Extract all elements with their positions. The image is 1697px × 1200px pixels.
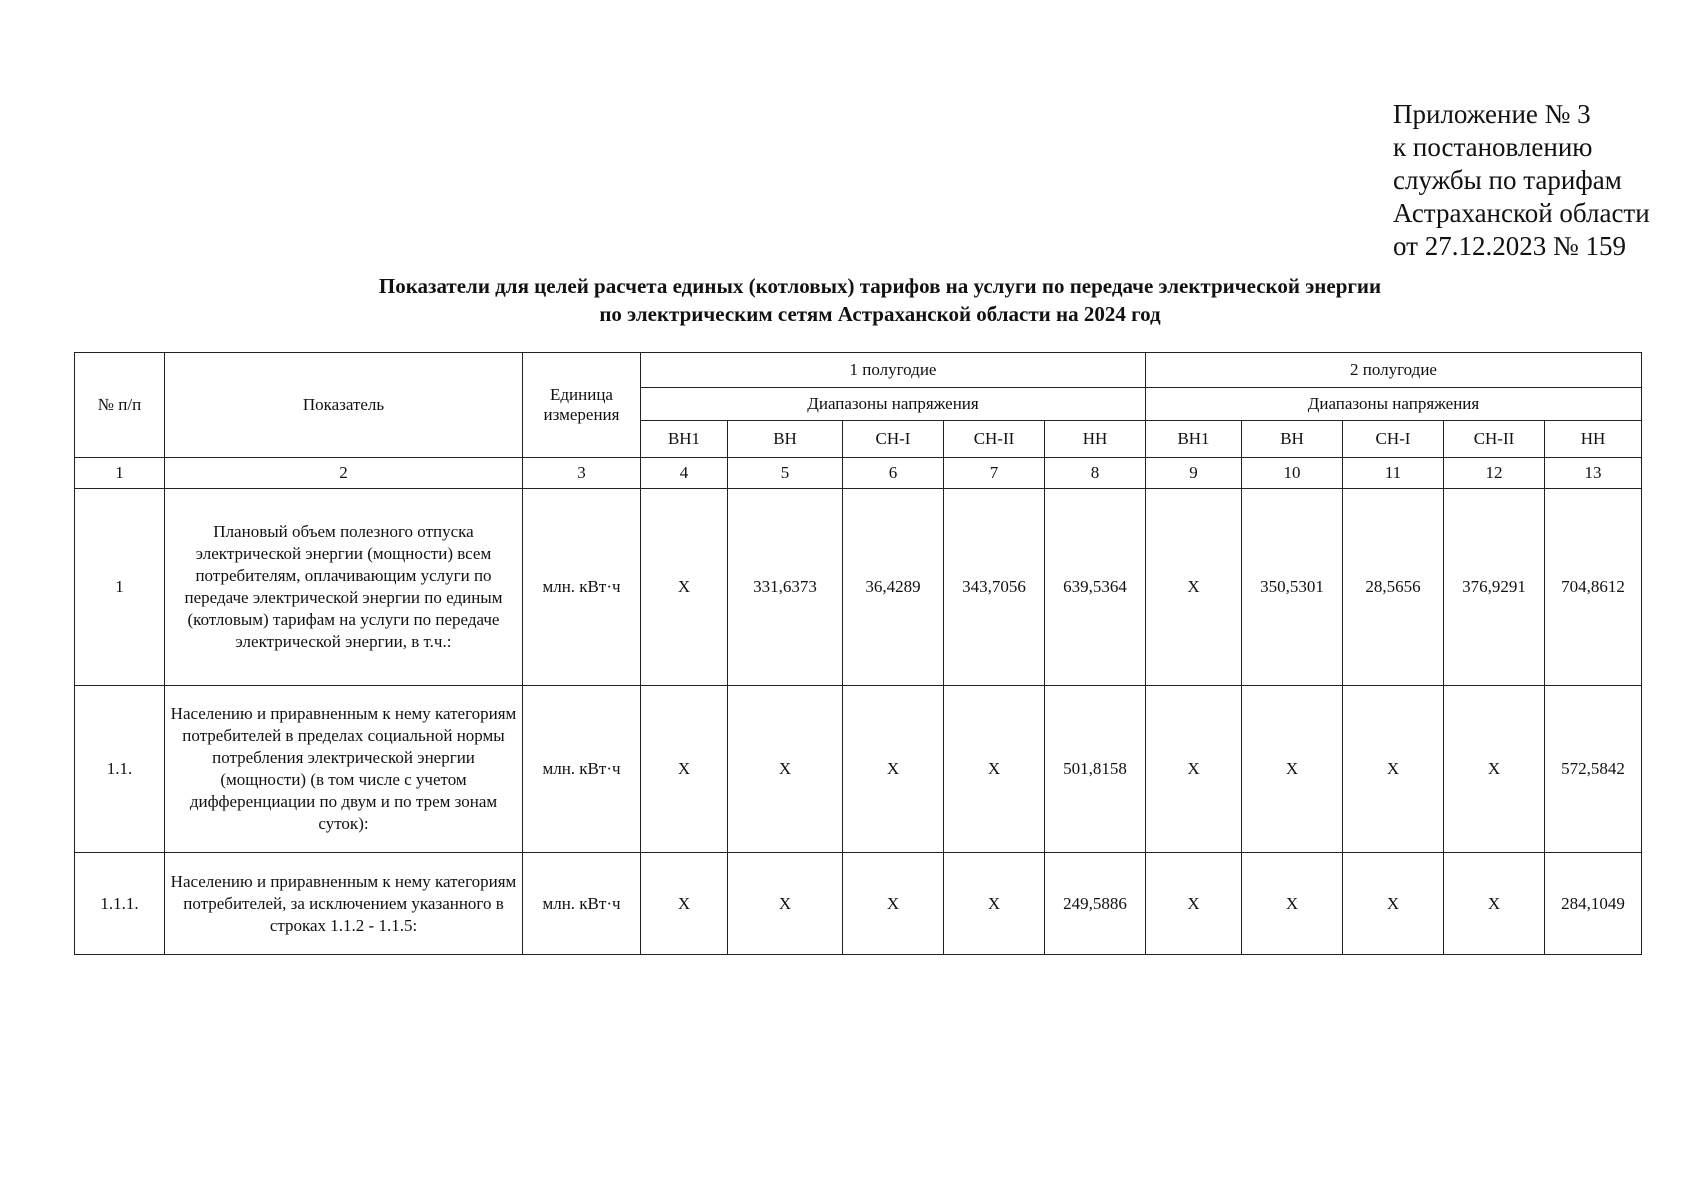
header-level: СН-I [1343, 421, 1444, 458]
row-value: Х [1444, 686, 1545, 853]
column-index: 9 [1146, 458, 1242, 489]
tariff-table [74, 352, 1642, 955]
header-level: СН-I [843, 421, 944, 458]
row-value: 376,9291 [1444, 489, 1545, 686]
column-index: 5 [728, 458, 843, 489]
appendix-line: от 27.12.2023 № 159 [1393, 231, 1626, 261]
row-value: Х [641, 686, 728, 853]
column-index: 8 [1045, 458, 1146, 489]
column-index: 6 [843, 458, 944, 489]
appendix-line: Астраханской области [1393, 198, 1650, 228]
appendix-line: Приложение № 3 [1393, 99, 1591, 129]
column-index: 12 [1444, 458, 1545, 489]
row-unit: млн. кВт·ч [523, 489, 641, 686]
row-value: Х [843, 686, 944, 853]
row-unit: млн. кВт·ч [523, 686, 641, 853]
table-row [75, 489, 1642, 686]
row-value: Х [1146, 686, 1242, 853]
header-level: НН [1045, 421, 1146, 458]
header-level: СН-II [944, 421, 1045, 458]
row-indicator: Плановый объем полезного отпуска электрической энергии (мощности) всем потребителям, оплачивающим услуги по передаче электрической энергии по единым (котловым) тарифам на услуги по передаче электрической энергии, в т.ч.: [165, 489, 523, 686]
appendix-line: службы по тарифам [1393, 165, 1622, 195]
row-value: Х [843, 853, 944, 955]
row-value: 249,5886 [1045, 853, 1146, 955]
header-voltage-ranges-2: Диапазоны напряжения [1146, 388, 1642, 421]
column-index: 2 [165, 458, 523, 489]
title-line: Показатели для целей расчета единых (котловых) тарифов на услуги по передаче электрической энергии [378, 274, 1382, 298]
row-value: Х [641, 853, 728, 955]
row-value: Х [944, 686, 1045, 853]
row-value: 704,8612 [1545, 489, 1642, 686]
row-value: Х [641, 489, 728, 686]
column-index: 10 [1242, 458, 1343, 489]
row-value: 284,1049 [1545, 853, 1642, 955]
row-value: Х [1242, 686, 1343, 853]
row-indicator: Населению и приравненным к нему категориям потребителей, за исключением указанного в строках 1.1.2 - 1.1.5: [165, 853, 523, 955]
header-period-1: 1 полугодие [641, 353, 1146, 388]
header-level: ВН1 [641, 421, 728, 458]
row-number: 1.1. [75, 686, 165, 853]
column-index: 11 [1343, 458, 1444, 489]
header-period-2: 2 полугодие [1146, 353, 1642, 388]
header-level: ВН [728, 421, 843, 458]
row-value: Х [1146, 853, 1242, 955]
column-index: 7 [944, 458, 1045, 489]
row-value: 350,5301 [1242, 489, 1343, 686]
column-index: 3 [523, 458, 641, 489]
document-title [160, 272, 1600, 328]
column-index: 1 [75, 458, 165, 489]
row-value: 572,5842 [1545, 686, 1642, 853]
row-value: 36,4289 [843, 489, 944, 686]
appendix-line: к постановлению [1393, 132, 1593, 162]
header-level: ВН [1242, 421, 1343, 458]
row-value: Х [944, 853, 1045, 955]
row-value: Х [1343, 686, 1444, 853]
row-value: Х [728, 686, 843, 853]
row-value: Х [728, 853, 843, 955]
row-value: 331,6373 [728, 489, 843, 686]
table-row [75, 686, 1642, 853]
column-index: 4 [641, 458, 728, 489]
row-indicator: Населению и приравненным к нему категориям потребителей в пределах социальной нормы потребления электрической энергии (мощности) (в том числе с учетом дифференциации по двум и по трем зонам суток): [165, 686, 523, 853]
table-row [75, 853, 1642, 955]
row-number: 1.1.1. [75, 853, 165, 955]
header-number: № п/п [75, 353, 165, 458]
header-level: ВН1 [1146, 421, 1242, 458]
row-value: Х [1146, 489, 1242, 686]
header-level: СН-II [1444, 421, 1545, 458]
column-index-row [75, 458, 1642, 489]
column-index: 13 [1545, 458, 1642, 489]
row-value: 28,5656 [1343, 489, 1444, 686]
title-line: по электрическим сетям Астраханской области на 2024 год [599, 302, 1161, 326]
header-voltage-ranges-1: Диапазоны напряжения [641, 388, 1146, 421]
appendix-block [1393, 98, 1650, 263]
header-unit: Единица измерения [523, 353, 641, 458]
header-indicator: Показатель [165, 353, 523, 458]
row-number: 1 [75, 489, 165, 686]
row-value: Х [1444, 853, 1545, 955]
row-value: Х [1242, 853, 1343, 955]
row-value: 501,8158 [1045, 686, 1146, 853]
header-row-periods [75, 353, 1642, 388]
row-value: Х [1343, 853, 1444, 955]
row-value: 343,7056 [944, 489, 1045, 686]
row-value: 639,5364 [1045, 489, 1146, 686]
row-unit: млн. кВт·ч [523, 853, 641, 955]
header-level: НН [1545, 421, 1642, 458]
